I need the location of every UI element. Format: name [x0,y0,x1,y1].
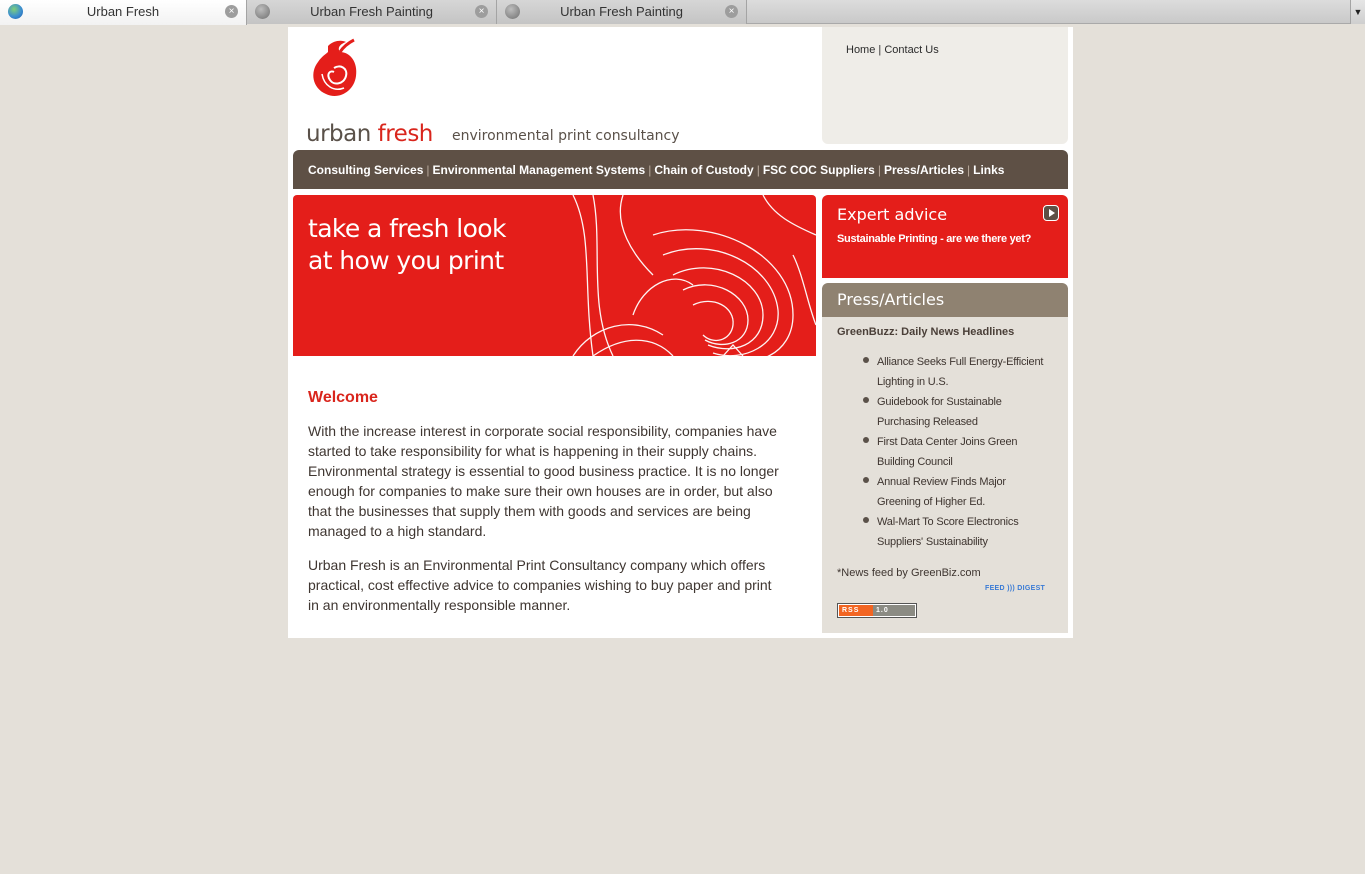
hero-banner [293,195,816,356]
press-articles-title: Press/Articles [837,290,945,309]
logo-word-fresh: fresh [377,121,433,147]
welcome-heading: Welcome [308,389,378,406]
bullet-icon [863,477,869,483]
news-link[interactable]: Alliance Seeks Full Energy-Efficient Lighting in U.S. [877,356,1044,388]
tab-label: Urban Fresh Painting [310,4,433,19]
expert-advice-panel [822,195,1068,278]
nav-consulting-services[interactable]: Consulting Services [308,163,424,177]
tab-label: Urban Fresh Painting [560,4,683,19]
hero-headline [308,213,506,277]
rss-badge[interactable] [837,603,917,618]
bullet-icon [863,517,869,523]
bullet-icon [863,397,869,403]
globe-icon [255,4,270,19]
play-icon[interactable] [1043,205,1059,221]
contact-us-link[interactable]: Contact Us [884,44,939,56]
bullet-icon [863,357,869,363]
globe-icon [505,4,520,19]
about-paragraph: Urban Fresh is an Environmental Print Consultancy company which offers practical, cost effective advice to companies wishing to buy paper and print in an environmentally responsible manner. [308,557,772,613]
tab-urban-fresh-painting-1[interactable] [247,0,497,24]
home-link[interactable]: Home [846,44,876,56]
expert-advice-link[interactable]: Sustainable Printing - are we there yet? [837,233,1031,245]
news-link[interactable]: Annual Review Finds Major Greening of Higher Ed. [877,476,1006,508]
list-item [877,352,1052,392]
rss-version: 1.0 [873,605,915,616]
tab-urban-fresh[interactable] [0,0,247,25]
logo-wordmark[interactable] [306,121,433,147]
news-feed-subtitle: GreenBuzz: Daily News Headlines [837,326,1015,338]
intro-paragraph: With the increase interest in corporate social responsibility, companies have started to take responsibility for what is happening in their supply chains. Environmental strategy is essential to good business practice. It is no longer enough for companies to make sure their own houses are in order, but also that the businesses that supply them with goods and services are being managed to a high standard. [308,423,779,539]
credit-prefix: *News feed by [837,567,908,579]
list-item [877,472,1052,512]
feeddigest-logo[interactable]: FEED ))) DIGEST [985,585,1046,592]
close-icon[interactable]: × [475,5,488,18]
expert-advice-title: Expert advice [837,205,948,224]
news-link[interactable]: First Data Center Joins Green Building Council [877,436,1018,468]
logo-swirl-icon [304,38,374,122]
nav-separator: | [756,163,760,177]
link-separator: | [878,44,882,56]
hero-line-1: take a fresh look [308,214,506,243]
page-container [288,27,1073,638]
nav-separator: | [648,163,652,177]
browser-tab-bar [0,0,1365,24]
main-nav [293,150,1068,189]
nav-fsc-coc-suppliers[interactable]: FSC COC Suppliers [762,163,875,177]
rss-label: RSS [839,605,873,616]
close-icon[interactable]: × [225,5,238,18]
list-item [877,512,1052,552]
logo-word-urban: urban [306,121,371,147]
nav-links[interactable]: Links [973,163,1005,177]
globe-icon [8,4,23,19]
nav-separator: | [426,163,430,177]
news-link[interactable]: Wal-Mart To Score Electronics Suppliers' Sustainability [877,516,1019,548]
nav-environmental-management-systems[interactable]: Environmental Management Systems [432,163,646,177]
nav-chain-of-custody[interactable]: Chain of Custody [654,163,754,177]
close-icon[interactable]: × [725,5,738,18]
tab-label: Urban Fresh [86,4,160,19]
nav-separator: | [967,163,971,177]
list-item [877,392,1052,432]
chevron-down-icon[interactable]: ▼ [1350,0,1365,24]
press-articles-header [822,283,1068,317]
tab-urban-fresh-painting-2[interactable] [497,0,747,24]
hero-line-2: at how you print [308,246,504,275]
bullet-icon [863,437,869,443]
top-links-panel [822,27,1068,144]
nav-separator: | [877,163,881,177]
news-link[interactable]: Guidebook for Sustainable Purchasing Released [877,396,1002,428]
tagline: environmental print consultancy [452,128,680,144]
news-list [877,352,1052,552]
news-feed-credit [837,567,981,579]
greenbiz-link[interactable]: GreenBiz.com [911,567,981,579]
nav-press-articles[interactable]: Press/Articles [883,163,965,177]
press-articles-panel [822,317,1068,633]
list-item [877,432,1052,472]
